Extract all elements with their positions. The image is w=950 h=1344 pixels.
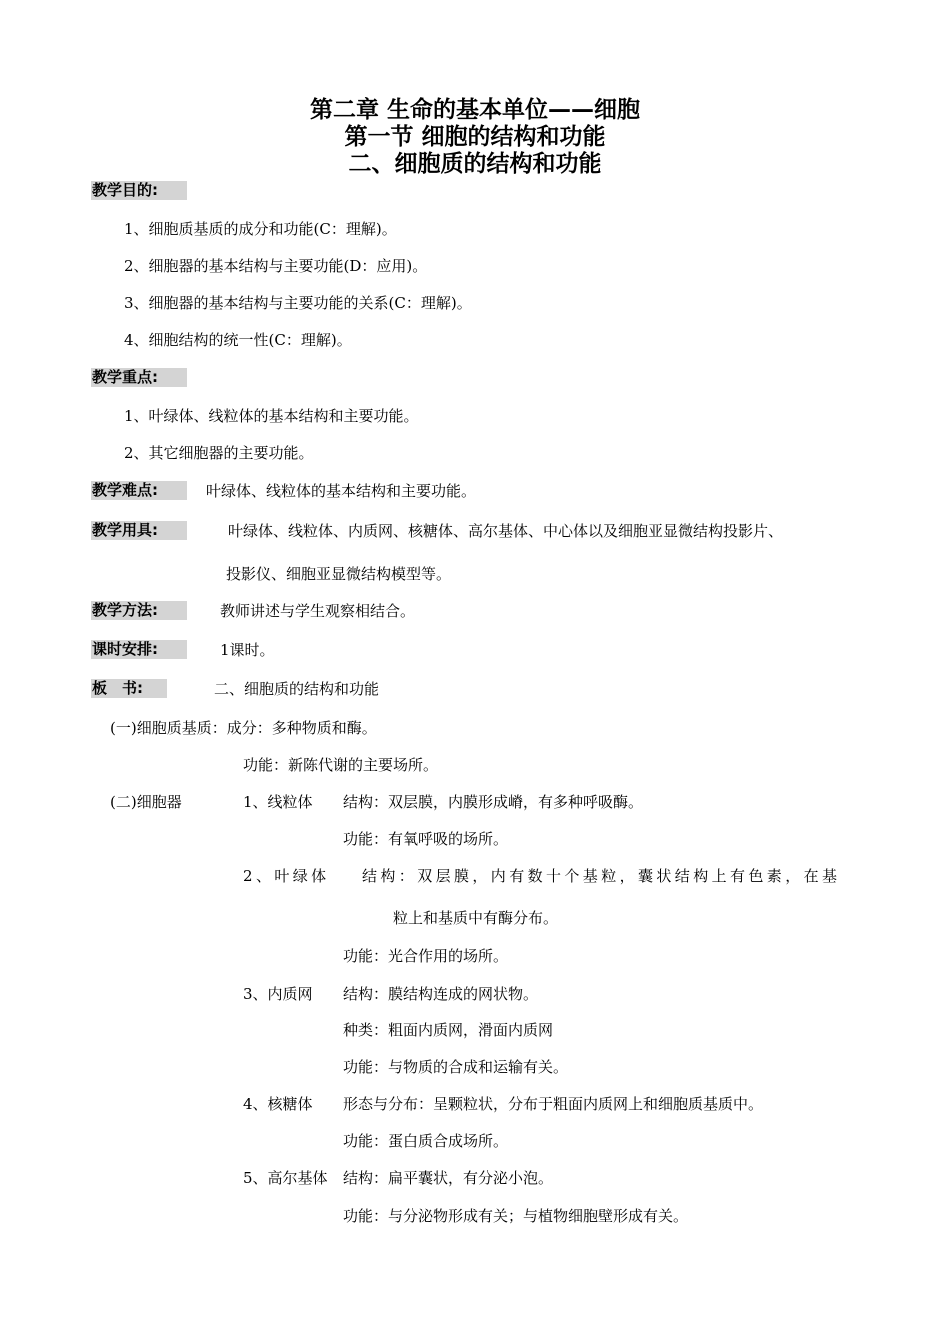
mito-function: 功能：有氧呼吸的场所。 [343, 830, 509, 848]
mito-name: 1、线粒体 [243, 793, 313, 811]
golgi-name: 5、高尔基体 [243, 1169, 328, 1187]
subsection-title: 二、细胞质的结构和功能 [348, 151, 602, 177]
ribosome-function: 功能：蛋白质合成场所。 [343, 1132, 509, 1150]
difficulty-label: 教学难点: [91, 481, 187, 500]
matrix-function: 功能：新陈代谢的主要场所。 [243, 756, 439, 774]
chloro-structure-cont: 粒上和基质中有酶分布。 [393, 909, 559, 927]
er-structure: 结构：膜结构连成的网状物。 [343, 985, 539, 1003]
er-types: 种类：粗面内质网，滑面内质网 [343, 1021, 554, 1039]
key-point-item: 1、叶绿体、线粒体的基本结构和主要功能。 [124, 407, 419, 425]
ribosome-structure: 形态与分布：呈颗粒状，分布于粗面内质网上和细胞质基质中。 [343, 1095, 764, 1113]
chapter-title: 第二章 生命的基本单位——细胞 [309, 97, 640, 123]
objective-item: 4、细胞结构的统一性(C：理解)。 [124, 331, 352, 349]
er-name: 3、内质网 [243, 985, 313, 1003]
key-point-item: 2、其它细胞器的主要功能。 [124, 444, 314, 462]
er-function: 功能：与物质的合成和运输有关。 [343, 1058, 569, 1076]
objective-item: 1、细胞质基质的成分和功能(C：理解)。 [124, 220, 397, 238]
board-label: 板 书: [91, 679, 167, 698]
chloro-name: 2、叶绿体 [243, 867, 330, 885]
mito-structure: 结构：双层膜，内膜形成嵴，有多种呼吸酶。 [343, 793, 644, 811]
section-title: 第一节 细胞的结构和功能 [344, 124, 606, 150]
objective-item: 3、细胞器的基本结构与主要功能的关系(C：理解)。 [124, 294, 472, 312]
difficulty-text: 叶绿体、线粒体的基本结构和主要功能。 [206, 482, 477, 500]
key-points-label: 教学重点: [91, 368, 187, 387]
tools-text-line1: 叶绿体、线粒体、内质网、核糖体、高尔基体、中心体以及细胞亚显微结构投影片、 [228, 522, 784, 540]
ribosome-name: 4、核糖体 [243, 1095, 313, 1113]
objectives-label: 教学目的: [91, 181, 187, 200]
tools-label: 教学用具: [91, 521, 187, 540]
golgi-function: 功能：与分泌物形成有关；与植物细胞壁形成有关。 [343, 1207, 689, 1225]
organelles-head: (二)细胞器 [110, 793, 182, 811]
method-label: 教学方法: [91, 601, 187, 620]
objective-item: 2、细胞器的基本结构与主要功能(D：应用)。 [124, 257, 428, 275]
tools-text-line2: 投影仪、细胞亚显微结构模型等。 [226, 565, 452, 583]
chloro-function: 功能：光合作用的场所。 [343, 947, 509, 965]
chloro-structure: 结构：双层膜，内有数十个基粒，囊状结构上有色素，在基 [362, 867, 841, 885]
matrix-head: (一)细胞质基质：成分：多种物质和酶。 [110, 719, 377, 737]
board-title: 二、细胞质的结构和功能 [214, 680, 380, 698]
schedule-label: 课时安排: [91, 640, 187, 659]
method-text: 教师讲述与学生观察相结合。 [220, 602, 416, 620]
schedule-text: 1课时。 [220, 641, 275, 659]
golgi-structure: 结构：扁平囊状，有分泌小泡。 [343, 1169, 554, 1187]
